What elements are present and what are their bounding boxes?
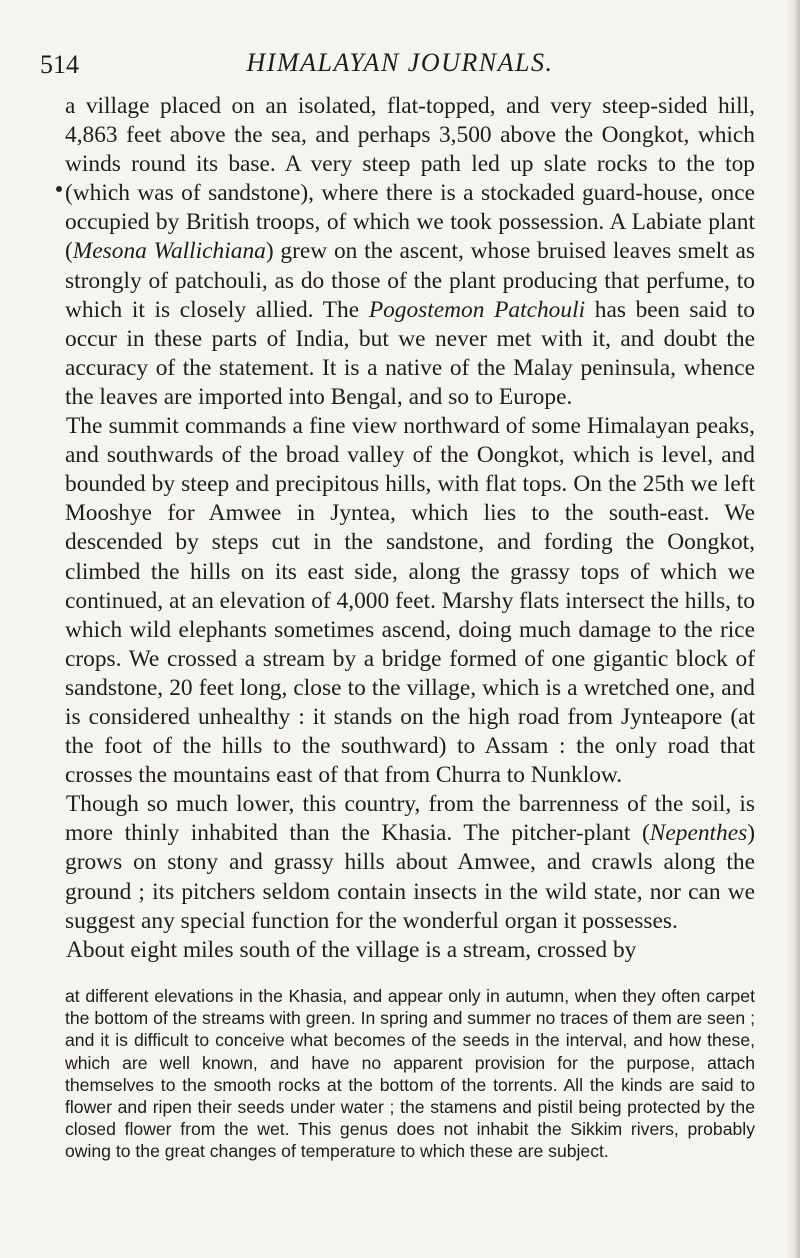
running-title: HIMALAYAN JOURNALS. <box>246 48 554 77</box>
page-header <box>40 46 760 82</box>
paragraph-1: a village placed on an isolated, flat-topped, and very steep-sided hill, 4,863 feet above the sea, and perhaps 3,500 above the Oongkot, which winds round its base. A very steep path led up slate rocks to the top (which was of sandstone), where there is a stockaded guard-house, once occupied by British troops, of which we took possession. A Labiate plant (Mesona Wallichiana) grew on the ascent, whose bruised leaves smelt as strongly of patchouli, as do those of the plant producing that perfume, to which it is closely allied. The Pogostemon Patchouli has been said to occur in these parts of India, but we never met with it, and doubt the accuracy of the statement. It is a native of the Malay peninsula, whence the leaves are imported into Bengal, and so to Europe. <box>65 93 755 410</box>
main-text <box>65 92 755 965</box>
paragraph-3: Though so much lower, this country, from the barrenness of the soil, is more thinly inhabited than the Khasia. The pitcher-plant (Nepenthes) grows on stony and grassy hills about Amwee, and crawls along the ground ; its pitchers seldom contain insects in the wild state, nor can we suggest any special function for the wonderful organ it possesses. <box>65 791 755 934</box>
footnote-text: at different elevations in the Khasia, and appear only in autumn, when they often carpet the bottom of the streams with green. In spring and summer no traces of them are seen ; and it is difficult to conceive what becomes of the seeds in the interval, and how these, which are well known, and have no apparent provision for the purpose, attach themselves to the smooth rocks at the bottom of the torrents. All the kinds are said to flower and ripen their seeds under water ; the stamens and pistil being protected by the closed flower from the wet. This genus does not inhabit the Sikkim rivers, probably owing to the great changes of temperature to which these are subject. <box>65 986 755 1162</box>
species-name: Mesona Wallichiana <box>72 238 266 265</box>
footnote <box>65 985 755 1163</box>
paragraph-2: The summit commands a fine view northward of some Himalayan peaks, and southwards of the broad valley of the Oongkot, which is level, and bounded by steep and precipitous hills, with flat tops. On the 25th we left Mooshye for Amwee in Jyntea, which lies to the south-east. We descended by steps cut in the sandstone, and fording the Oongkot, climbed the hills on its east side, along the grassy tops of which we continued, at an elevation of 4,000 feet. Marshy flats intersect the hills, to which wild elephants sometimes ascend, doing much damage to the rice crops. We crossed a stream by a bridge formed of one gigantic block of sandstone, 20 feet long, close to the village, which is a wretched one, and is considered unhealthy : it stands on the high road from Jynteapore (at the foot of the hills to the southward) to Assam : the only road that crosses the mountains east of that from Churra to Nunklow. <box>65 413 755 789</box>
margin-mark-dot <box>56 186 62 192</box>
page-number: 514 <box>40 50 79 79</box>
species-name: Nepenthes <box>649 820 748 847</box>
species-name: Pogostemon Patchouli <box>368 296 586 323</box>
page-edge-shadow <box>786 0 800 1258</box>
paragraph-4: About eight miles south of the village is a stream, crossed by <box>66 936 637 963</box>
